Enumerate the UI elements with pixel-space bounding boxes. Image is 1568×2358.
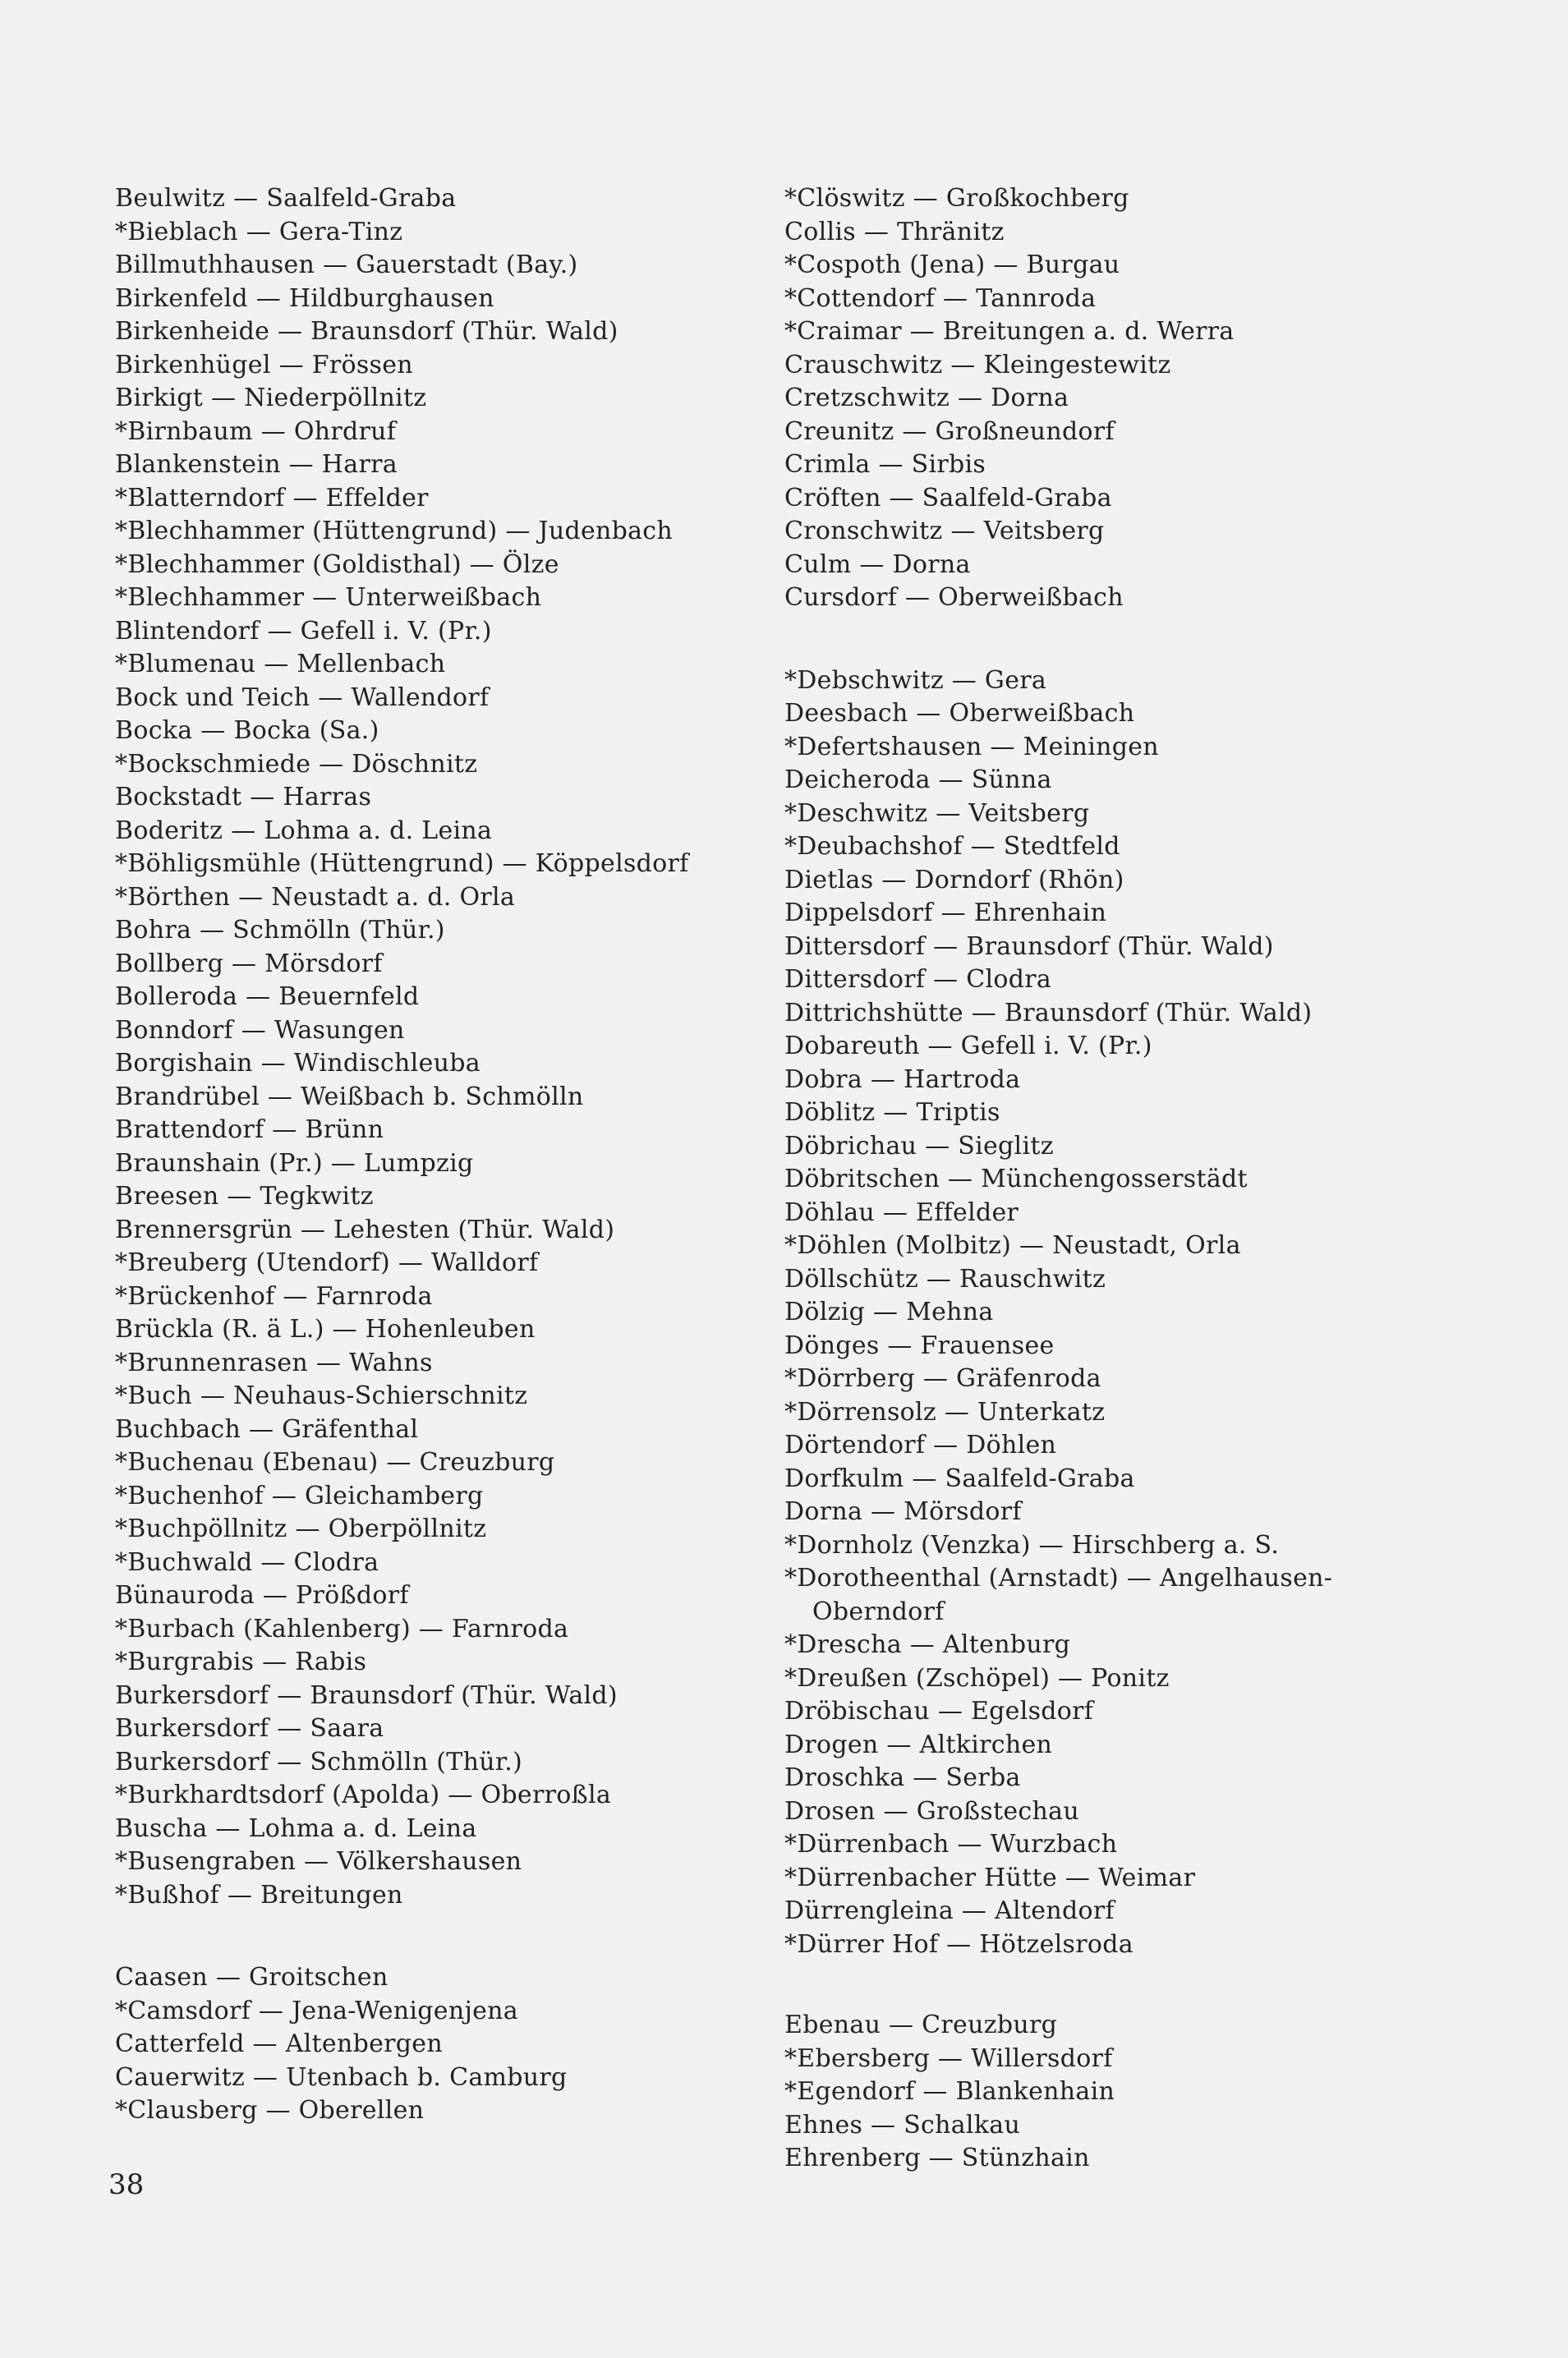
list-item: *Blechhammer (Hüttengrund) — Judenbach — [115, 517, 674, 545]
list-item: Culm — Dorna — [784, 549, 971, 579]
list-item: *Camsdorf — Jena-Wenigenjena — [115, 1996, 518, 2025]
list-item: *Bockschmiede — Döschnitz — [115, 749, 478, 779]
page-number: 38 — [108, 2168, 145, 2201]
list-item: *Blatterndorf — Effelder — [115, 483, 429, 513]
list-item: Dölzig — Mehna — [784, 1298, 994, 1326]
list-item: Döllschütz — Rauschwitz — [784, 1264, 1106, 1294]
list-item: *Buchpöllnitz — Oberpöllnitz — [115, 1515, 487, 1543]
list-item: Buchbach — Gräfenthal — [115, 1414, 419, 1444]
list-item: Bockstadt — Harras — [115, 783, 372, 811]
list-item: Brattendorf — Brünn — [115, 1115, 384, 1144]
list-item: Crimla — Sirbis — [784, 450, 986, 479]
list-item: Birkenfeld — Hildburghausen — [115, 283, 494, 313]
list-item: Burkersdorf — Schmölln (Thür.) — [115, 1747, 523, 1777]
list-item: Cröften — Saalfeld-Graba — [784, 483, 1112, 513]
list-item: *Blechhammer — Unterweißbach — [115, 583, 542, 612]
list-item: *Bieblach — Gera-Tinz — [115, 217, 403, 246]
section-c-list — [784, 182, 1458, 615]
list-item: Deicheroda — Sünna — [784, 765, 1052, 794]
list-item: Dorna — Mörsdorf — [784, 1497, 1022, 1526]
section-e-list — [784, 2009, 1458, 2176]
list-item: Catterfeld — Altenbergen — [115, 2029, 443, 2058]
list-item: Bock und Teich — Wallendorf — [115, 683, 490, 712]
list-item: Ehrenberg — Stünzhain — [784, 2144, 1090, 2172]
list-item: *Dorotheenthal (Arnstadt) — Angelhausen- — [784, 1564, 1333, 1593]
list-item: *Buchenau (Ebenau) — Creuzburg — [115, 1448, 555, 1477]
list-item: *Cospoth (Jena) — Burgau — [784, 251, 1120, 279]
list-item: *Böhligsmühle (Hüttengrund) — Köppelsdorf — [115, 849, 689, 878]
list-item: *Dreußen (Zschöpel) — Ponitz — [784, 1663, 1170, 1693]
list-item: *Egendorf — Blankenhain — [784, 2077, 1115, 2106]
list-item: Dönges — Frauensee — [784, 1331, 1055, 1360]
list-item: Blankenstein — Harra — [115, 450, 398, 479]
list-item: Borgishain — Windischleuba — [115, 1049, 481, 1078]
list-item: *Clöswitz — Großkochberg — [784, 184, 1129, 213]
list-item: Döblitz — Triptis — [784, 1098, 1000, 1127]
list-item: *Dürrer Hof — Hötzelsroda — [784, 1929, 1133, 1959]
list-item: *Dörrensolz — Unterkatz — [784, 1397, 1106, 1427]
list-item: *Defertshausen — Meiningen — [784, 732, 1159, 761]
list-item: *Deubachshof — Stedtfeld — [784, 832, 1120, 861]
list-item: *Drescha — Altenburg — [784, 1630, 1071, 1659]
list-item: Oberndorf — [812, 1597, 945, 1626]
list-item: *Cottendorf — Tannroda — [784, 283, 1097, 313]
section-gap — [784, 615, 1458, 664]
list-item: *Brückenhof — Farnroda — [115, 1281, 433, 1311]
list-item: Dobareuth — Gefell i. V. (Pr.) — [784, 1032, 1152, 1060]
list-item: Burkersdorf — Saara — [115, 1714, 384, 1743]
list-item: Dürrengleina — Altendorf — [784, 1896, 1115, 1925]
list-item: Birkenhügel — Frössen — [115, 350, 413, 379]
list-item: Birkenheide — Braunsdorf (Thür. Wald) — [115, 317, 618, 346]
list-item: *Birnbaum — Ohrdruf — [115, 416, 397, 446]
list-item: Deesbach — Oberweißbach — [784, 699, 1135, 728]
list-item: *Dürrenbacher Hütte — Weimar — [784, 1863, 1196, 1892]
list-item: Bolleroda — Beuernfeld — [115, 982, 420, 1011]
list-item: Bünauroda — Prößdorf — [115, 1581, 409, 1610]
list-item: Döbritschen — Münchengosserstädt — [784, 1165, 1248, 1193]
list-item: Cauerwitz — Utenbach b. Camburg — [115, 2062, 568, 2092]
list-item: Creunitz — Großneundorf — [784, 416, 1115, 446]
list-item: *Dürrenbach — Wurzbach — [784, 1830, 1118, 1859]
list-item: Braunshain (Pr.) — Lumpzig — [115, 1148, 474, 1178]
list-item: *Breuberg (Utendorf) — Walldorf — [115, 1248, 539, 1277]
list-item: Bocka — Bocka (Sa.) — [115, 716, 379, 745]
list-item: Dietlas — Dorndorf (Rhön) — [784, 865, 1124, 894]
list-item: Birkigt — Niederpöllnitz — [115, 384, 427, 412]
section-c-list — [115, 1961, 772, 2128]
list-item: Boderitz — Lohma a. d. Leina — [115, 816, 493, 845]
list-item: *Dörrberg — Gräfenroda — [784, 1364, 1101, 1393]
list-item: Dippelsdorf — Ehrenhain — [784, 899, 1107, 927]
list-item: *Buch — Neuhaus-Schierschnitz — [115, 1381, 528, 1410]
list-item: Breesen — Tegkwitz — [115, 1182, 374, 1211]
section-gap — [115, 1912, 772, 1961]
list-item: Cursdorf — Oberweißbach — [784, 583, 1124, 612]
list-item: *Dornholz (Venzka) — Hirschberg a. S. — [784, 1530, 1280, 1560]
list-item: Caasen — Groitschen — [115, 1963, 389, 1992]
list-item: *Börthen — Neustadt a. d. Orla — [115, 882, 516, 912]
section-d-list — [784, 664, 1458, 1962]
list-item: *Burgrabis — Rabis — [115, 1648, 367, 1676]
list-item: *Deschwitz — Veitsberg — [784, 798, 1090, 828]
list-item: *Ebersberg — Willersdorf — [784, 2043, 1113, 2073]
list-item: Döbrichau — Sieglitz — [784, 1131, 1054, 1161]
list-item: *Buchwald — Clodra — [115, 1547, 379, 1577]
list-item: *Burkhardtsdorf (Apolda) — Oberroßla — [115, 1781, 612, 1809]
list-item: *Burbach (Kahlenberg) — Farnroda — [115, 1614, 569, 1643]
list-item: *Döhlen (Molbitz) — Neustadt, Orla — [784, 1231, 1241, 1260]
right-column — [784, 182, 1458, 2176]
list-item: Dittersdorf — Clodra — [784, 965, 1052, 994]
list-item: Beulwitz — Saalfeld-Graba — [115, 184, 457, 213]
list-item: Dröbischau — Egelsdorf — [784, 1697, 1094, 1726]
list-item: Dittrichshütte — Braunsdorf (Thür. Wald) — [784, 998, 1313, 1027]
list-item: *Debschwitz — Gera — [784, 665, 1047, 695]
list-item: *Buchenhof — Gleichamberg — [115, 1481, 484, 1510]
list-item: *Bußhof — Breitungen — [115, 1880, 403, 1910]
list-item: Dobra — Hartroda — [784, 1064, 1021, 1094]
list-item: Brandrübel — Weißbach b. Schmölln — [115, 1082, 584, 1111]
list-item: *Busengraben — Völkershausen — [115, 1847, 522, 1876]
list-item: Ebenau — Creuzburg — [784, 2011, 1058, 2039]
list-item: *Brunnenrasen — Wahns — [115, 1348, 433, 1377]
section-b-list — [115, 182, 772, 1912]
list-item: Drogen — Altkirchen — [784, 1730, 1053, 1759]
list-item: Billmuthhausen — Gauerstadt (Bay.) — [115, 251, 578, 279]
list-item: Bollberg — Mörsdorf — [115, 949, 383, 978]
list-item: Burkersdorf — Braunsdorf (Thür. Wald) — [115, 1680, 618, 1710]
list-item: Brückla (R. ä L.) — Hohenleuben — [115, 1315, 536, 1344]
list-item: Ehnes — Schalkau — [784, 2110, 1021, 2140]
list-item: Crauschwitz — Kleingestewitz — [784, 350, 1171, 379]
list-item: Blintendorf — Gefell i. V. (Pr.) — [115, 616, 492, 646]
list-item: Döhlau — Effelder — [784, 1197, 1019, 1227]
list-item: Droschka — Serba — [784, 1763, 1021, 1792]
list-item: *Clausberg — Oberellen — [115, 2096, 425, 2125]
list-item: Cronschwitz — Veitsberg — [784, 517, 1105, 545]
list-item: Collis — Thränitz — [784, 217, 1005, 246]
section-gap — [784, 1961, 1458, 2009]
list-item: Dorfkulm — Saalfeld-Graba — [784, 1464, 1135, 1493]
list-item: Cretzschwitz — Dorna — [784, 384, 1069, 412]
list-item: Drosen — Großstechau — [784, 1796, 1079, 1826]
list-item: Buscha — Lohma a. d. Leina — [115, 1813, 477, 1843]
list-item: Bohra — Schmölln (Thür.) — [115, 916, 445, 945]
list-item: Brennersgrün — Lehesten (Thür. Wald) — [115, 1215, 615, 1244]
left-column — [115, 182, 772, 2128]
list-item: *Craimar — Breitungen a. d. Werra — [784, 317, 1235, 346]
list-item: *Blechhammer (Goldisthal) — Ölze — [115, 549, 559, 579]
list-item: *Blumenau — Mellenbach — [115, 650, 446, 678]
list-item: Dittersdorf — Braunsdorf (Thür. Wald) — [784, 931, 1274, 961]
list-item: Bonndorf — Wasungen — [115, 1015, 405, 1045]
list-item: Dörtendorf — Döhlen — [784, 1431, 1057, 1459]
